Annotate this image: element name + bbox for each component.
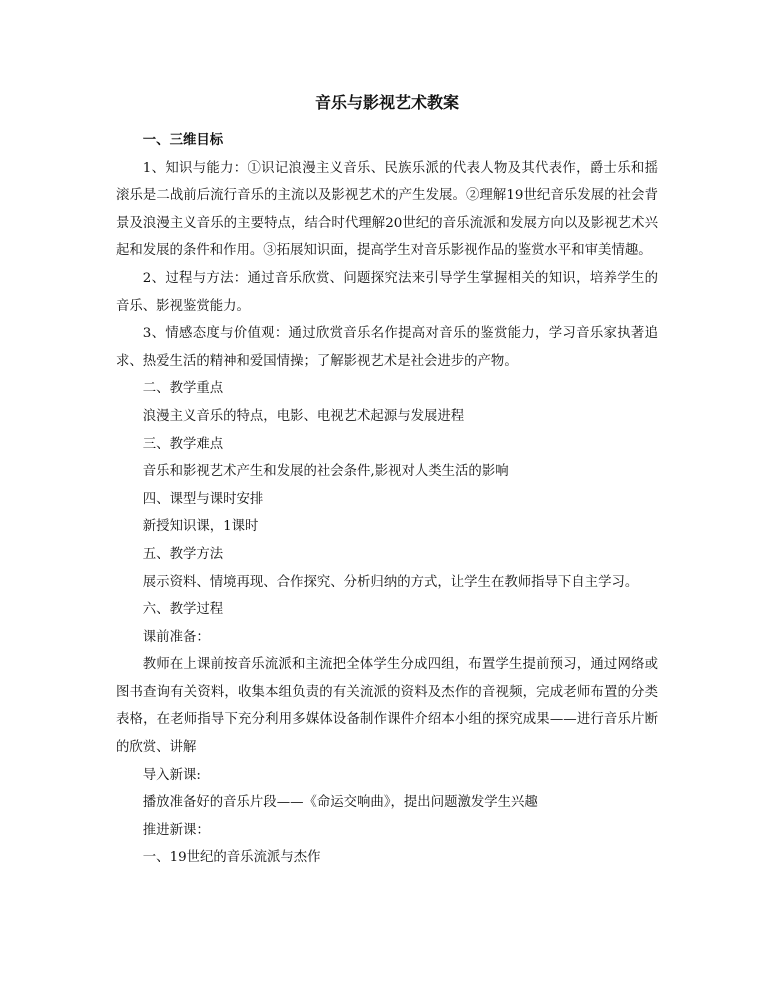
paragraph: 六、教学过程	[142, 602, 224, 618]
paragraph: 一、三维目标	[142, 132, 224, 148]
paragraph: 导入新课:	[142, 767, 201, 783]
paragraph: 浪漫主义音乐的特点，电影、电视艺术起源与发展进程	[142, 408, 465, 424]
paragraph: 1、知识与能力：①识记浪漫主义音乐、民族乐派的代表人物及其代表作，爵士乐和摇滚乐是二战前后流行音乐的主流以及影视艺术的产生发展。②理解19世纪音乐发展的社会背景及浪漫主义音乐的主要特点，结合时代理解20世纪的音乐流派和发展方向以及影视艺术兴起和发展的条件和作用。③拓展知识面，提高学生对音乐影视作品的鉴赏水平和审美情趣。	[116, 160, 658, 259]
paragraph: 五、教学方法	[142, 546, 224, 562]
paragraph: 推进新课：	[142, 822, 210, 838]
paragraph: 课前准备：	[142, 629, 210, 645]
paragraph: 二、教学重点	[142, 381, 224, 397]
paragraph: 3、情感态度与价值观：通过欣赏音乐名作提高对音乐的鉴赏能力，学习音乐家执著追求、热爱生活的精神和爱国情操；了解影视艺术是社会进步的产物。	[116, 326, 658, 369]
paragraph: 播放准备好的音乐片段——《命运交响曲》，提出问题激发学生兴趣	[142, 795, 538, 811]
document-body	[116, 127, 658, 872]
paragraph: 三、教学难点	[142, 436, 224, 452]
paragraph: 展示资料、情境再现、合作探究、分析归纳的方式，让学生在教师指导下自主学习。	[142, 574, 639, 590]
document-title: 音乐与影视艺术教案	[314, 93, 459, 112]
paragraph: 四、课型与课时安排	[142, 491, 264, 507]
paragraph: 新授知识课，1课时	[142, 519, 259, 535]
paragraph: 2、过程与方法：通过音乐欣赏、问题探究法来引导学生掌握相关的知识，培养学生的音乐、影视鉴赏能力。	[116, 270, 658, 314]
paragraph: 教师在上课前按音乐流派和主流把全体学生分成四组，布置学生提前预习，通过网络或图书查询有关资料，收集本组负责的有关流派的资料及杰作的音视频，完成老师布置的分类表格，在老师指导下充分利用多媒体设备制作课件介绍本小组的探究成果——进行音乐片断的欣赏、讲解	[116, 657, 658, 756]
paragraph: 音乐和影视艺术产生和发展的社会条件,影视对人类生活的影响	[142, 464, 509, 480]
paragraph: 一、19世纪的音乐流派与杰作	[142, 850, 321, 866]
